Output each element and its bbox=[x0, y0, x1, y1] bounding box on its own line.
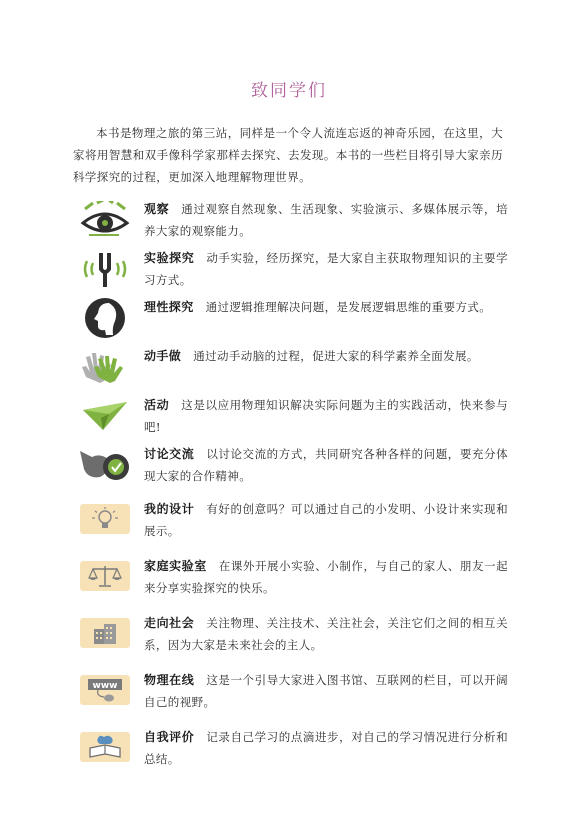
column-name: 家庭实验室 bbox=[144, 559, 207, 573]
column-entry-home-lab bbox=[78, 555, 508, 612]
column-desc: 这是以应用物理知识解决实际问题为主的实践活动，快来参与吧! bbox=[144, 398, 509, 434]
column-desc: 通过观察自然现象、生活现象、实验演示、多媒体展示等，培养大家的观察能力。 bbox=[144, 202, 509, 238]
column-entry-text bbox=[144, 726, 508, 770]
column-entry-online bbox=[78, 669, 508, 726]
column-entry-self-evaluation bbox=[78, 726, 508, 783]
column-desc: 关注物理、关注技术、关注社会，关注它们之间的相互关系，因为大家是未来社会的主人。 bbox=[144, 616, 509, 652]
hands-icon bbox=[78, 347, 132, 387]
column-entry-text bbox=[144, 669, 508, 713]
column-entry-text bbox=[144, 198, 508, 242]
column-desc: 有好的创意吗？可以通过自己的小发明、小设计来实现和展示。 bbox=[144, 502, 509, 538]
column-desc: 动手实验，经历探究，是大家自主获取物理知识的主要学习方式。 bbox=[144, 251, 509, 287]
column-name: 活动 bbox=[144, 398, 170, 412]
column-name: 观察 bbox=[144, 202, 170, 216]
column-entry-observe bbox=[78, 198, 508, 247]
column-entry-activity bbox=[78, 394, 508, 443]
intro-paragraph: 本书是物理之旅的第三站，同样是一个令人流连忘返的神奇乐园，在这里，大家将用智慧和双手像科学家那样去探究、去发现。本书的一些栏目将引导大家亲历科学探究的过程，更加深入地理解物理世界。 bbox=[73, 126, 503, 184]
buildings-icon bbox=[80, 618, 130, 648]
column-entry-society bbox=[78, 612, 508, 669]
head-profile-icon bbox=[78, 298, 132, 338]
page-title: 致同学们 bbox=[251, 81, 327, 101]
column-desc: 以讨论交流的方式，共同研究各种各样的问题，要充分体现大家的合作精神。 bbox=[144, 447, 509, 483]
column-desc: 通过动手动脑的过程，促进大家的科学素养全面发展。 bbox=[193, 349, 479, 363]
column-entry-handson bbox=[78, 345, 508, 394]
tuning-fork-icon bbox=[78, 249, 132, 289]
column-entry-text bbox=[144, 443, 508, 487]
www-mouse-icon bbox=[80, 675, 130, 705]
light-bulb-icon bbox=[80, 504, 130, 534]
column-entry-reasoning bbox=[78, 296, 508, 345]
column-desc: 在课外开展小实验、小制作，与自己的家人、朋友一起来分享实验探究的快乐。 bbox=[144, 559, 508, 595]
paper-plane-icon bbox=[78, 396, 132, 436]
balance-scale-icon bbox=[80, 561, 130, 591]
column-entry-text bbox=[144, 345, 508, 367]
column-name: 自我评价 bbox=[144, 730, 195, 744]
column-desc: 通过逻辑推理解决问题，是发展逻辑思维的重要方式。 bbox=[205, 300, 492, 314]
column-entry-experiment bbox=[78, 247, 508, 296]
column-name: 理性探究 bbox=[144, 300, 194, 314]
column-name: 我的设计 bbox=[144, 502, 195, 516]
column-entry-text bbox=[144, 247, 508, 291]
column-entry-text bbox=[144, 498, 508, 542]
column-name: 讨论交流 bbox=[144, 447, 195, 461]
column-entry-design bbox=[78, 498, 508, 555]
eye-icon bbox=[78, 200, 132, 240]
column-name: 动手做 bbox=[144, 349, 182, 363]
column-entry-text bbox=[144, 394, 508, 438]
column-name: 走向社会 bbox=[144, 616, 195, 630]
column-entry-discussion bbox=[78, 443, 508, 498]
column-name: 物理在线 bbox=[144, 673, 195, 687]
open-book-icon bbox=[80, 732, 130, 762]
column-entry-text bbox=[144, 612, 508, 656]
column-desc: 这是一个引导大家进入图书馆、互联网的栏目，可以开阔自己的视野。 bbox=[144, 673, 509, 709]
column-entry-text bbox=[144, 555, 508, 599]
column-list bbox=[78, 198, 508, 783]
column-entry-text bbox=[144, 296, 508, 318]
svg-text:www: www bbox=[92, 681, 118, 691]
column-desc: 记录自己学习的点滴进步，对自己的学习情况进行分析和总结。 bbox=[144, 730, 509, 766]
column-name: 实验探究 bbox=[144, 251, 195, 265]
speech-bubbles-icon bbox=[78, 445, 132, 485]
